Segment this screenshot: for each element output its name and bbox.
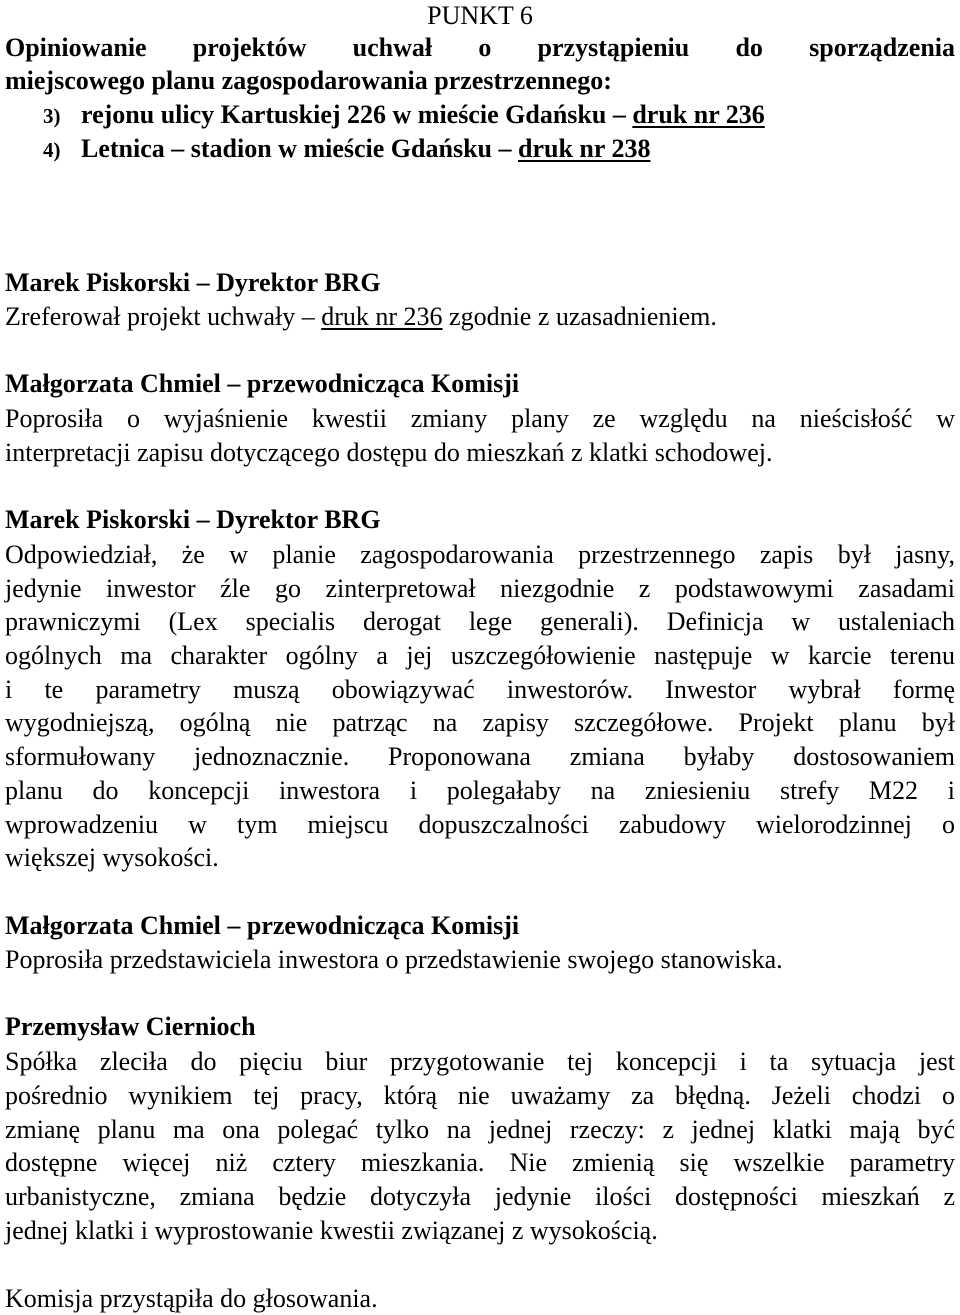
statement-line: Spółka zleciła do pięciu biur przygotowanie tej koncepcji i ta sytuacja jest — [5, 1047, 955, 1076]
agenda-item-text: Letnica – stadion w mieście Gdańsku – — [81, 134, 518, 163]
agenda-item-number: 4) — [43, 138, 61, 162]
statement-line: zmianę planu ma ona polegać tylko na jednej rzeczy: z jednej klatki mają być — [5, 1115, 955, 1144]
druk-link[interactable]: druk nr 238 — [518, 134, 651, 163]
statement-line: sformułowany jednoznacznie. Proponowana zmiana byłaby dostosowaniem — [5, 742, 955, 771]
speaker-name: Małgorzata Chmiel – przewodnicząca Komisji — [5, 369, 520, 398]
speaker-name: Przemysław Ciernioch — [5, 1012, 256, 1041]
speaker-name: Marek Piskorski – Dyrektor BRG — [5, 268, 381, 297]
statement-line: jedynie inwestor źle go zinterpretował niezgodnie z podstawowymi zasadami — [5, 574, 955, 603]
statement-line: Poprosiła przedstawiciela inwestora o przedstawienie swojego stanowiska. — [5, 945, 783, 974]
statement-line: jednej klatki i wyprostowanie kwestii związanej z wysokością. — [5, 1216, 658, 1245]
agenda-item-text: rejonu ulicy Kartuskiej 226 w mieście Gdańsku – — [81, 100, 633, 129]
agenda-title-line-2: miejscowego planu zagospodarowania przestrzennego: — [5, 66, 612, 95]
statement-line: wprowadzeniu w tym miejscu dopuszczalności zabudowy wielorodzinnej o — [5, 810, 955, 839]
statement-text: zgodnie z uzasadnieniem. — [442, 302, 717, 331]
statement-line: Odpowiedział, że w planie zagospodarowania przestrzennego zapis był jasny, — [5, 540, 955, 569]
druk-link[interactable]: druk nr 236 — [632, 100, 765, 129]
statement-line: ogólnych ma charakter ogólny a jej uszczegółowienie następuje w karcie terenu — [5, 641, 955, 670]
statement-line: wygodniejszą, ogólną nie patrząc na zapisy szczegółowe. Projekt planu był — [5, 708, 955, 737]
statement-line: pośrednio wynikiem tej pracy, którą nie uważamy za błędną. Jeżeli chodzi o — [5, 1081, 955, 1110]
agenda-item-number: 3) — [43, 104, 61, 128]
statement-line: Poprosiła o wyjaśnienie kwestii zmiany plany ze względu na nieścisłość w — [5, 404, 955, 433]
statement-line: dostępne więcej niż cztery mieszkania. Nie zmienią się wszelkie parametry — [5, 1148, 955, 1177]
closing-statement: Komisja przystąpiła do głosowania. — [5, 1284, 378, 1313]
agenda-title-line-1: Opiniowanie projektów uchwał o przystąpieniu do sporządzenia — [5, 33, 955, 62]
statement-line: prawniczymi (Lex specialis derogat lege generali). Definicja w ustaleniach — [5, 607, 955, 636]
agenda-item — [5, 99, 955, 132]
speaker-name: Marek Piskorski – Dyrektor BRG — [5, 505, 381, 534]
statement-line: większej wysokości. — [5, 843, 219, 872]
section-number: PUNKT 6 — [427, 1, 533, 30]
statement-line: planu do koncepcji inwestora i polegałaby na zniesieniu strefy M22 i — [5, 776, 955, 805]
statement-line: urbanistyczne, zmiana będzie dotyczyła jedynie ilości dostępności mieszkań z — [5, 1182, 955, 1211]
statement-line: i te parametry muszą obowiązywać inwestorów. Inwestor wybrał formę — [5, 675, 955, 704]
agenda-item — [5, 133, 955, 166]
druk-link[interactable]: druk nr 236 — [321, 302, 443, 331]
speaker-name: Małgorzata Chmiel – przewodnicząca Komisji — [5, 911, 520, 940]
statement-line — [5, 301, 955, 333]
statement-text: Zreferował projekt uchwały – — [5, 302, 322, 331]
statement-line: interpretacji zapisu dotyczącego dostępu do mieszkań z klatki schodowej. — [5, 438, 773, 467]
